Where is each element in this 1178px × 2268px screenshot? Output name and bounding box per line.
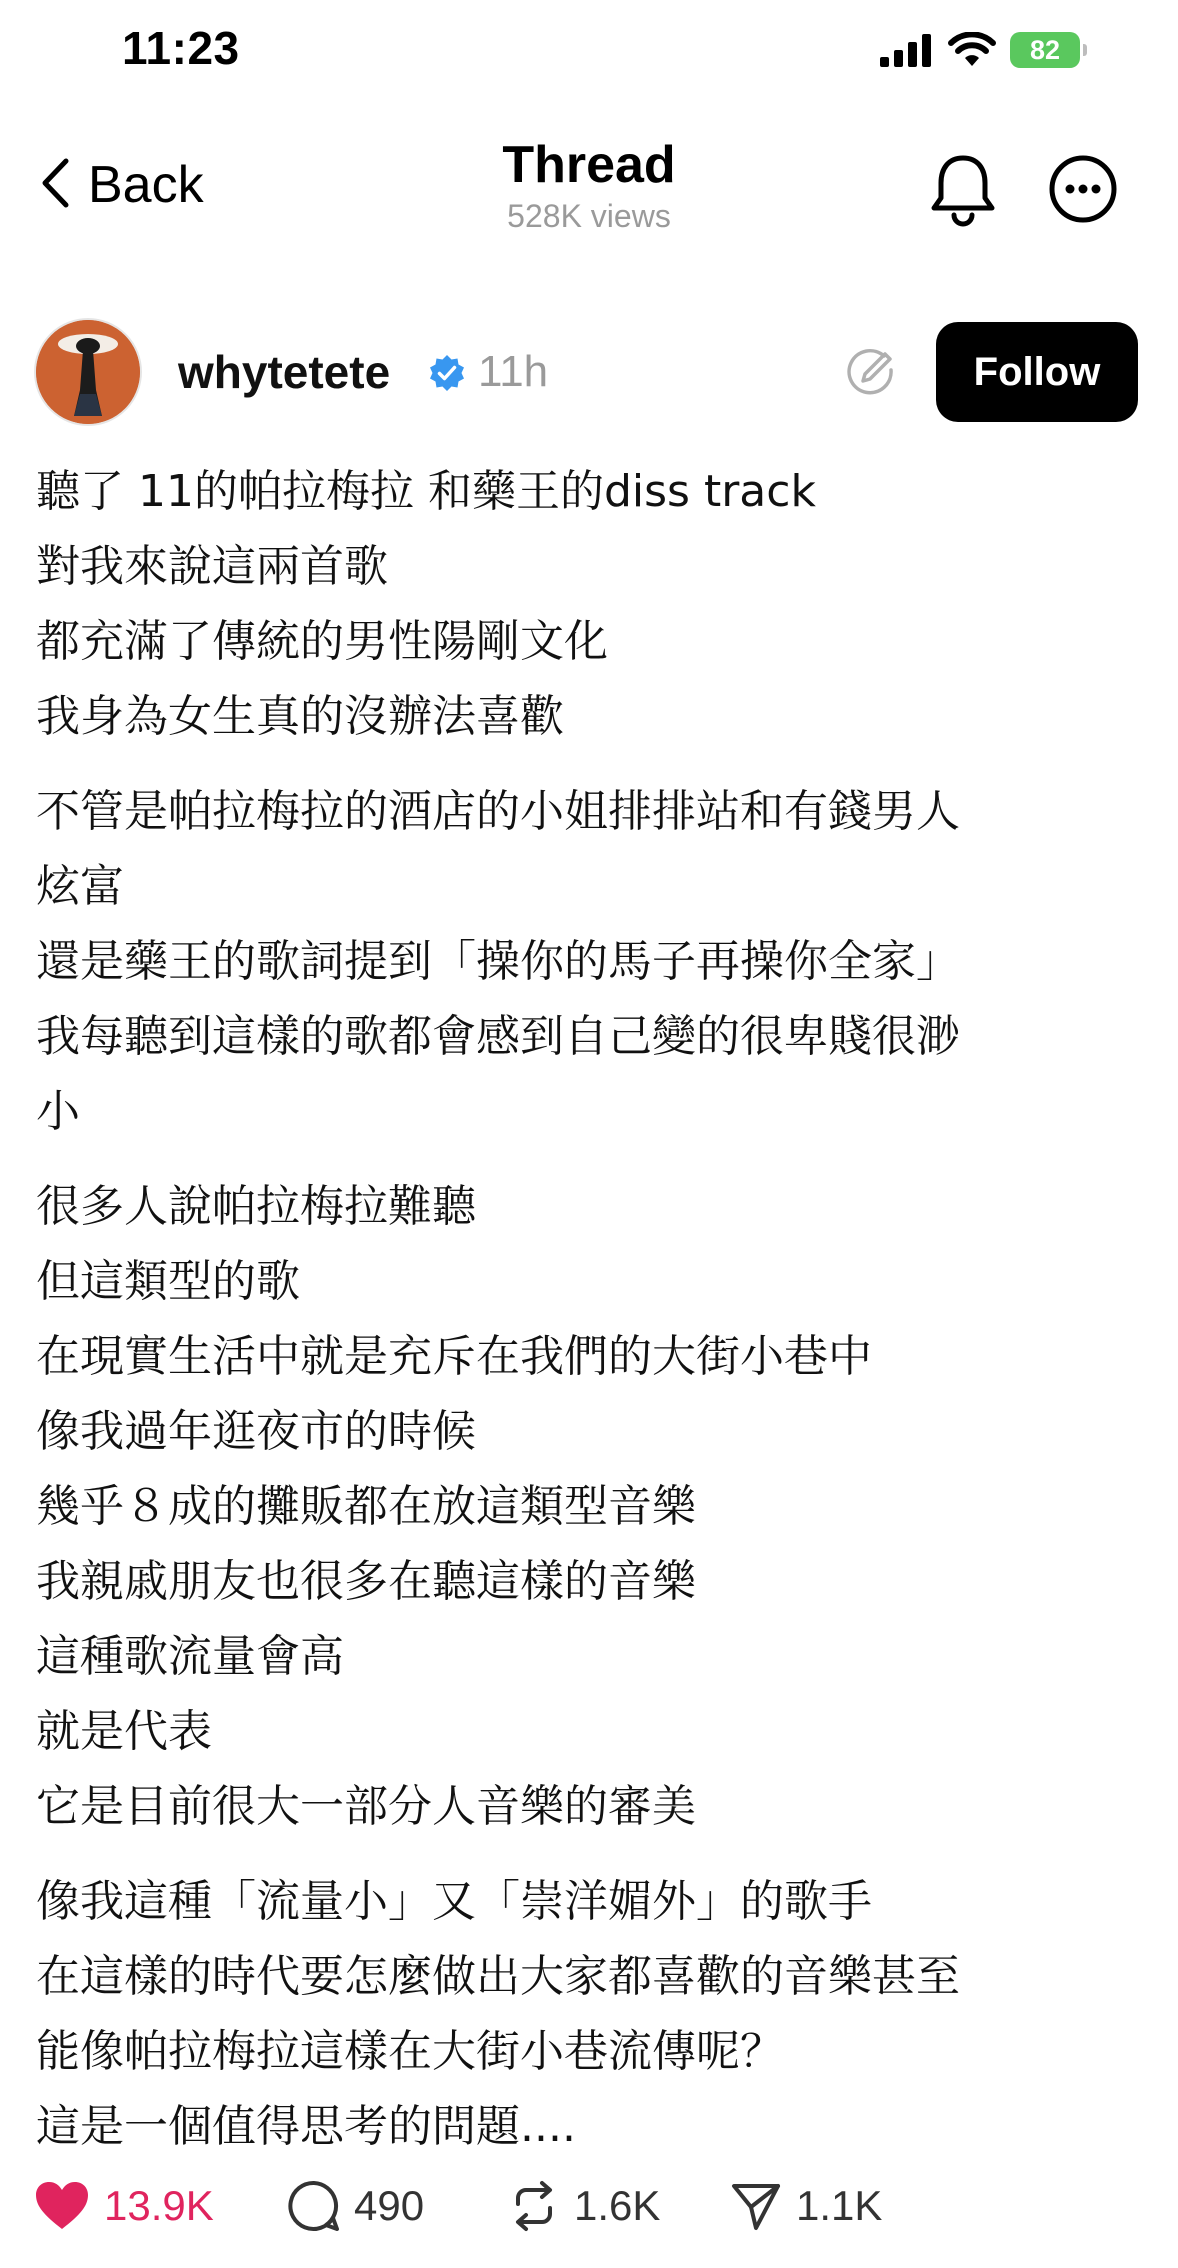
avatar[interactable] bbox=[34, 318, 142, 426]
author-username[interactable]: whytetete bbox=[178, 346, 391, 398]
repost-icon bbox=[508, 2180, 560, 2232]
post-text-line: 炫富 bbox=[36, 861, 124, 912]
repost-count: 1.6K bbox=[574, 2182, 661, 2229]
verified-badge-icon bbox=[428, 354, 466, 392]
more-options-button[interactable] bbox=[1048, 154, 1118, 224]
post-text-line: 像我過年逛夜市的時候 bbox=[36, 1406, 476, 1457]
page-title: Thread bbox=[502, 136, 676, 194]
share-count: 1.1K bbox=[796, 2182, 883, 2229]
heart-icon bbox=[34, 2181, 90, 2231]
signal-icon bbox=[880, 33, 934, 67]
reply-button[interactable] bbox=[288, 2166, 424, 2246]
post-text-line: 不管是帕拉梅拉的酒店的小姐排排站和有錢男人 bbox=[36, 786, 960, 837]
post-paragraph bbox=[36, 454, 1146, 754]
share-button[interactable] bbox=[730, 2166, 882, 2246]
notifications-button[interactable] bbox=[928, 152, 998, 228]
send-icon bbox=[730, 2180, 782, 2232]
post-text-line: 在這樣的時代要怎麼做出大家都喜歡的音樂甚至 bbox=[36, 1951, 960, 2002]
post-text-line: 很多人說帕拉梅拉難聽 bbox=[36, 1181, 476, 1232]
status-icons bbox=[880, 28, 1080, 72]
post-text-line: 這是一個值得思考的問題.... bbox=[36, 2101, 576, 2152]
post-text-line: 我每聽到這樣的歌都會感到自己變的很卑賤很渺 bbox=[36, 1011, 960, 1062]
post-header bbox=[0, 316, 1178, 428]
edit-compose-icon[interactable] bbox=[846, 348, 896, 398]
post-text-line: 在現實生活中就是充斥在我們的大街小巷中 bbox=[36, 1331, 872, 1382]
post-timestamp: 11h bbox=[478, 347, 549, 396]
post-text-line: 能像帕拉梅拉這樣在大街小巷流傳呢？ bbox=[36, 2026, 784, 2077]
wifi-icon bbox=[948, 32, 996, 68]
thread-header bbox=[0, 120, 1178, 260]
back-label: Back bbox=[88, 156, 204, 214]
post-text-line: 聽了 11的帕拉梅拉 和藥王的diss track bbox=[36, 466, 816, 517]
more-icon bbox=[1048, 209, 1118, 228]
post-text-line: 對我來說這兩首歌 bbox=[36, 541, 388, 592]
post-text-line: 我身為女生真的沒辦法喜歡 bbox=[36, 691, 564, 742]
post-text-line: 小 bbox=[36, 1086, 80, 1137]
post-body bbox=[36, 454, 1146, 2184]
post-paragraph bbox=[36, 1169, 1146, 1844]
status-bar bbox=[0, 0, 1178, 100]
post-actions bbox=[0, 2166, 1178, 2246]
like-count: 13.9K bbox=[104, 2182, 214, 2229]
battery-icon bbox=[1010, 32, 1080, 68]
post-text-line: 但這類型的歌 bbox=[36, 1256, 300, 1307]
follow-button[interactable]: Follow bbox=[936, 322, 1138, 422]
post-text-line: 我親戚朋友也很多在聽這樣的音樂 bbox=[36, 1556, 696, 1607]
back-button[interactable] bbox=[40, 150, 204, 220]
view-count: 528K views bbox=[507, 198, 671, 234]
post-text-line: 它是目前很大一部分人音樂的審美 bbox=[36, 1781, 696, 1832]
post-text-line: 都充滿了傳統的男性陽剛文化 bbox=[36, 616, 608, 667]
reply-count: 490 bbox=[354, 2182, 425, 2229]
header-center bbox=[389, 134, 789, 236]
post-text-line: 這種歌流量會高 bbox=[36, 1631, 344, 1682]
battery-level: 82 bbox=[1029, 35, 1061, 65]
bell-icon bbox=[928, 213, 998, 232]
post-text-line: 就是代表 bbox=[36, 1706, 212, 1757]
post-paragraph bbox=[36, 1864, 1146, 2164]
chevron-left-icon bbox=[40, 157, 70, 213]
status-time: 11:23 bbox=[122, 22, 240, 74]
like-button[interactable] bbox=[34, 2166, 214, 2246]
post-text-line: 像我這種「流量小」又「崇洋媚外」的歌手 bbox=[36, 1876, 872, 1927]
repost-button[interactable] bbox=[508, 2166, 660, 2246]
post-paragraph bbox=[36, 774, 1146, 1149]
comment-icon bbox=[288, 2180, 340, 2232]
post-text-line: 幾乎８成的攤販都在放這類型音樂 bbox=[36, 1481, 696, 1532]
post-text-line: 還是藥王的歌詞提到「操你的馬子再操你全家」 bbox=[36, 936, 960, 987]
